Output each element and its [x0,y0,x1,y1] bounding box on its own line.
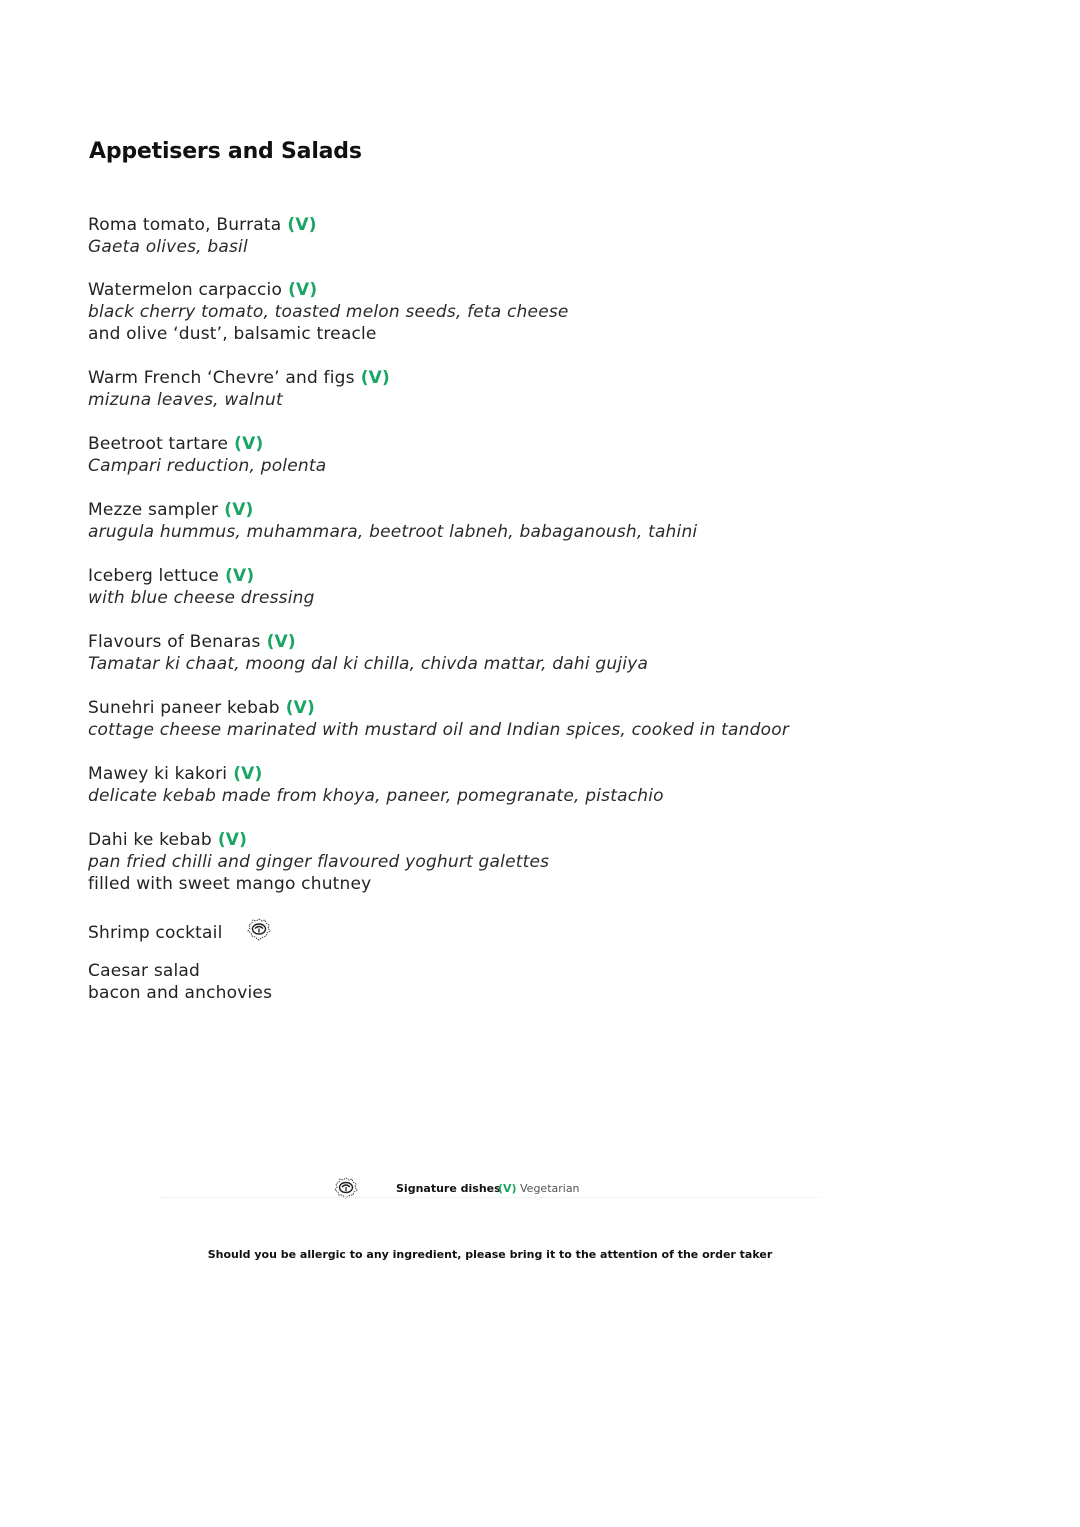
dish-name-text: Flavours of Benaras [88,632,261,652]
dish-description: with blue cheese dressing [88,588,315,608]
vegetarian-badge: (V) [288,280,318,300]
dish-name [88,214,988,236]
dish-name-text: Sunehri paneer kebab [88,698,280,718]
legend-signature-label: Signature dishes [396,1182,501,1195]
page-title: Appetisers and Salads [89,139,362,164]
vegetarian-badge: (V) [217,830,248,850]
dish-name-text: Shrimp cocktail [88,923,223,943]
dish-name-text: Beetroot tartare [88,434,229,454]
dish-description: Gaeta olives, basil [88,237,248,257]
dish-name [88,697,988,719]
dish-item [88,499,988,543]
dish-item [88,917,988,949]
dish-item [88,214,988,258]
dish-name [88,960,988,982]
dish-description: arugula hummus, muhammara, beetroot labneh, babaganoush, tahini [88,522,698,542]
dish-item [88,763,988,807]
dish-name [88,499,988,521]
dish-name-text: Mezze sampler [88,500,219,520]
dish-description: cottage cheese marinated with mustard oil and Indian spices, cooked in tandoor [88,720,790,740]
vegetarian-badge: (V) [287,215,317,235]
dish-name [88,917,988,949]
signature-dish-icon [245,917,273,949]
dish-name [88,829,988,851]
legend-veg-label: Vegetarian [520,1182,580,1195]
dish-item [88,829,988,895]
dish-description: bacon and anchovies [88,983,273,1003]
dish-name-text: Caesar salad [88,961,201,981]
dish-name-text: Roma tomato, Burrata [88,215,282,235]
dish-item [88,960,988,1004]
dish-name [88,565,988,587]
vegetarian-badge: (V) [225,566,255,586]
vegetarian-badge: (V) [266,632,296,652]
dish-description: delicate kebab made from khoya, paneer, pomegranate, pistachio [88,786,664,806]
dish-item [88,631,988,675]
vegetarian-badge: (V) [285,698,315,718]
vegetarian-badge: (V) [224,500,254,520]
dish-name-text: Watermelon carpaccio [88,280,283,300]
dish-item [88,367,988,411]
legend-veg-mark: (V) [498,1182,517,1195]
dish-item [88,433,988,477]
dish-name-text: Mawey ki kakori [88,764,228,784]
dish-item [88,565,988,609]
vegetarian-badge: (V) [360,368,390,388]
allergy-note: Should you be allergic to any ingredient, please bring it to the attention of the order taker [207,1248,773,1261]
legend [0,1176,1080,1202]
dish-name [88,367,988,389]
dish-name-text: Iceberg lettuce [88,566,220,586]
dish-name [88,763,988,785]
dish-name [88,279,988,301]
dish-item [88,279,988,345]
dish-description: black cherry tomato, toasted melon seeds, feta cheese [88,302,569,322]
dish-description: Campari reduction, polenta [88,456,327,476]
vegetarian-badge: (V) [233,764,263,784]
dish-name [88,433,988,455]
dish-description: filled with sweet mango chutney [88,874,372,894]
signature-dish-icon [332,1176,360,1204]
dish-description: and olive ‘dust’, balsamic treacle [88,324,377,344]
dish-name-text: Warm French ‘Chevre’ and figs [88,368,355,388]
vegetarian-badge: (V) [234,434,264,454]
dish-name-text: Dahi ke kebab [88,830,212,850]
dish-description: mizuna leaves, walnut [88,390,283,410]
dish-name [88,631,988,653]
divider [160,1197,820,1198]
dish-item [88,697,988,741]
dish-description: pan fried chilli and ginger flavoured yoghurt galettes [88,852,550,872]
dish-description: Tamatar ki chaat, moong dal ki chilla, chivda mattar, dahi gujiya [88,654,649,674]
